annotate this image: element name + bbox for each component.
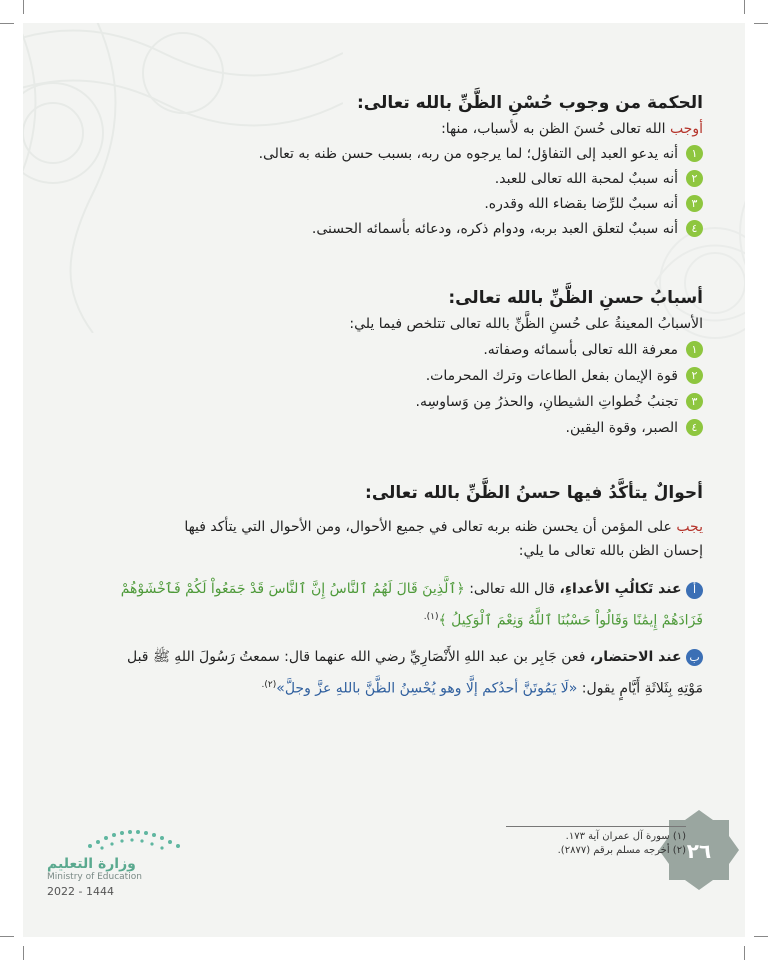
- list-item: [63, 367, 703, 384]
- list-item-text: قوة الإيمان بفعل الطاعات وترك المحرمات.: [425, 367, 678, 384]
- crop-mark-top-right: [744, 0, 745, 14]
- case-text-line2: مَوْتِهِ بِثَلاثَةِ أَيَّامٍ يقول:: [577, 680, 703, 697]
- quran-verse-line1: ﴿ٱلَّذِينَ قَالَ لَهُمُ ٱلنَّاسُ إِنَّ ٱلنَّاسَ قَدْ جَمَعُواْ لَكُمْ فَٱخْشَوْهُمْ: [120, 581, 465, 597]
- section-wisdom: [63, 93, 703, 237]
- crop-mark-top-left: [23, 0, 24, 14]
- section-heading: الحكمة من وجوب حُسْنِ الظَّنِّ بالله تعالى:: [356, 93, 703, 113]
- page-number: ٢٦: [686, 839, 712, 863]
- crop-mark-right-top: [754, 23, 768, 24]
- case-enemies: [63, 575, 703, 635]
- list-item-text: أنه سببٌ لمحبة الله تعالى للعبد.: [494, 170, 678, 187]
- crop-mark-right-bottom: [754, 936, 768, 937]
- list-item-text: أنه سببٌ للرِّضا بقضاء الله وقدره.: [484, 195, 678, 212]
- section-circumstances: [63, 483, 703, 702]
- footnote-ref: (١).: [423, 612, 439, 622]
- number-badge: ٤: [686, 419, 703, 436]
- case-title: عند تَكالُبِ الأعداءِ،: [559, 581, 682, 597]
- list-item-text: الصبر، وقوة اليقين.: [565, 419, 678, 436]
- highlight-word: أوجب: [669, 121, 703, 137]
- letter-badge: ب: [686, 649, 703, 666]
- section-intro: [63, 121, 703, 137]
- crop-mark-bottom-left: [23, 946, 24, 960]
- list-item-text: تجنبُ خُطواتِ الشيطانِ، والحذرُ مِن وَساوسِه.: [415, 393, 678, 410]
- section-intro: [63, 515, 703, 563]
- highlight-word: يجب: [676, 519, 703, 535]
- footnote-1: (١) سورة آل عمران آية ١٧٣.: [565, 831, 686, 842]
- hadith-text: «لَا يَمُوتَنَّ أحدُكم إلَّا وهو يُحْسِنُ الظَّنَّ باللهِ عزَّ وجلَّ»: [276, 680, 578, 697]
- logo-arabic: وزارة التعليم: [47, 856, 136, 872]
- list-item: [63, 145, 703, 162]
- case-title: عند الاحتضار،: [589, 648, 682, 665]
- quran-verse-line2: فَزَادَهُمْ إِيمَٰنًا وَقَالُواْ حَسْبُنَا ٱللَّهُ وَنِعْمَ ٱلْوَكِيلُ ﴾: [438, 612, 703, 629]
- section-heading: أسبابُ حسنِ الظَّنِّ بالله تعالى:: [448, 288, 703, 308]
- logo-english: Ministry of Education: [47, 872, 142, 882]
- logo-year: 2022 - 1444: [47, 885, 114, 898]
- ministry-logo: [47, 826, 187, 898]
- list-item: [63, 195, 703, 212]
- number-badge: ٤: [686, 220, 703, 237]
- list-item: [63, 220, 703, 237]
- list-item: [63, 393, 703, 410]
- section-heading: أحوالٌ يتأكَّدُ فيها حسنُ الظَّنِّ بالله تعالى:: [365, 483, 703, 503]
- case-text: فعن جَابِر بن عبد اللهِ الأَنْصَارِيِّ رضي الله عنهما قال: سمعتُ رَسُولَ اللهِ ﷺ قبل: [126, 648, 590, 665]
- crop-mark-bottom-right: [744, 946, 745, 960]
- section-causes: [63, 288, 703, 436]
- intro-text-line2: إحسان الظن بالله تعالى ما يلي:: [518, 543, 703, 559]
- list-item: [63, 341, 703, 358]
- crop-mark-left-bottom: [0, 936, 14, 937]
- number-badge: ٢: [686, 170, 703, 187]
- section-intro: الأسبابُ المعينةُ على حُسنِ الظَّنِّ بالله تعالى تتلخص فيما يلي:: [349, 316, 703, 332]
- number-badge: ٣: [686, 393, 703, 410]
- number-badge: ١: [686, 145, 703, 162]
- list-item-text: معرفة الله تعالى بأسمائه وصفاته.: [483, 341, 678, 358]
- list-item-text: أنه سببٌ لتعلق العبد بربه، ودوام ذكره، ودعائه بأسمائه الحسنى.: [311, 220, 678, 237]
- number-badge: ١: [686, 341, 703, 358]
- crop-mark-left-top: [0, 23, 14, 24]
- footnote-2: (٢) أخرجه مسلم برقم (٢٨٧٧).: [557, 845, 686, 856]
- list-item-text: أنه يدعو العبد إلى التفاؤل؛ لما يرجوه من ربه، بسبب حسن ظنه به تعالى.: [258, 145, 678, 162]
- number-badge: ٣: [686, 195, 703, 212]
- case-text: قال الله تعالى:: [469, 581, 560, 597]
- list-item: [63, 170, 703, 187]
- logo-dots-icon: [82, 826, 182, 852]
- footnote-ref: (٢).: [261, 679, 277, 690]
- letter-badge: أ: [686, 582, 703, 599]
- book-page: [23, 23, 745, 937]
- number-badge: ٢: [686, 367, 703, 384]
- case-death: [63, 643, 703, 703]
- footnotes: [506, 826, 686, 856]
- list-item: [63, 419, 703, 436]
- intro-text: على المؤمن أن يحسن ظنه بربه تعالى في جميع الأحوال، ومن الأحوال التي يتأكد فيها: [184, 519, 677, 535]
- intro-text: الله تعالى حُسنَ الظن به لأسباب، منها:: [441, 121, 670, 137]
